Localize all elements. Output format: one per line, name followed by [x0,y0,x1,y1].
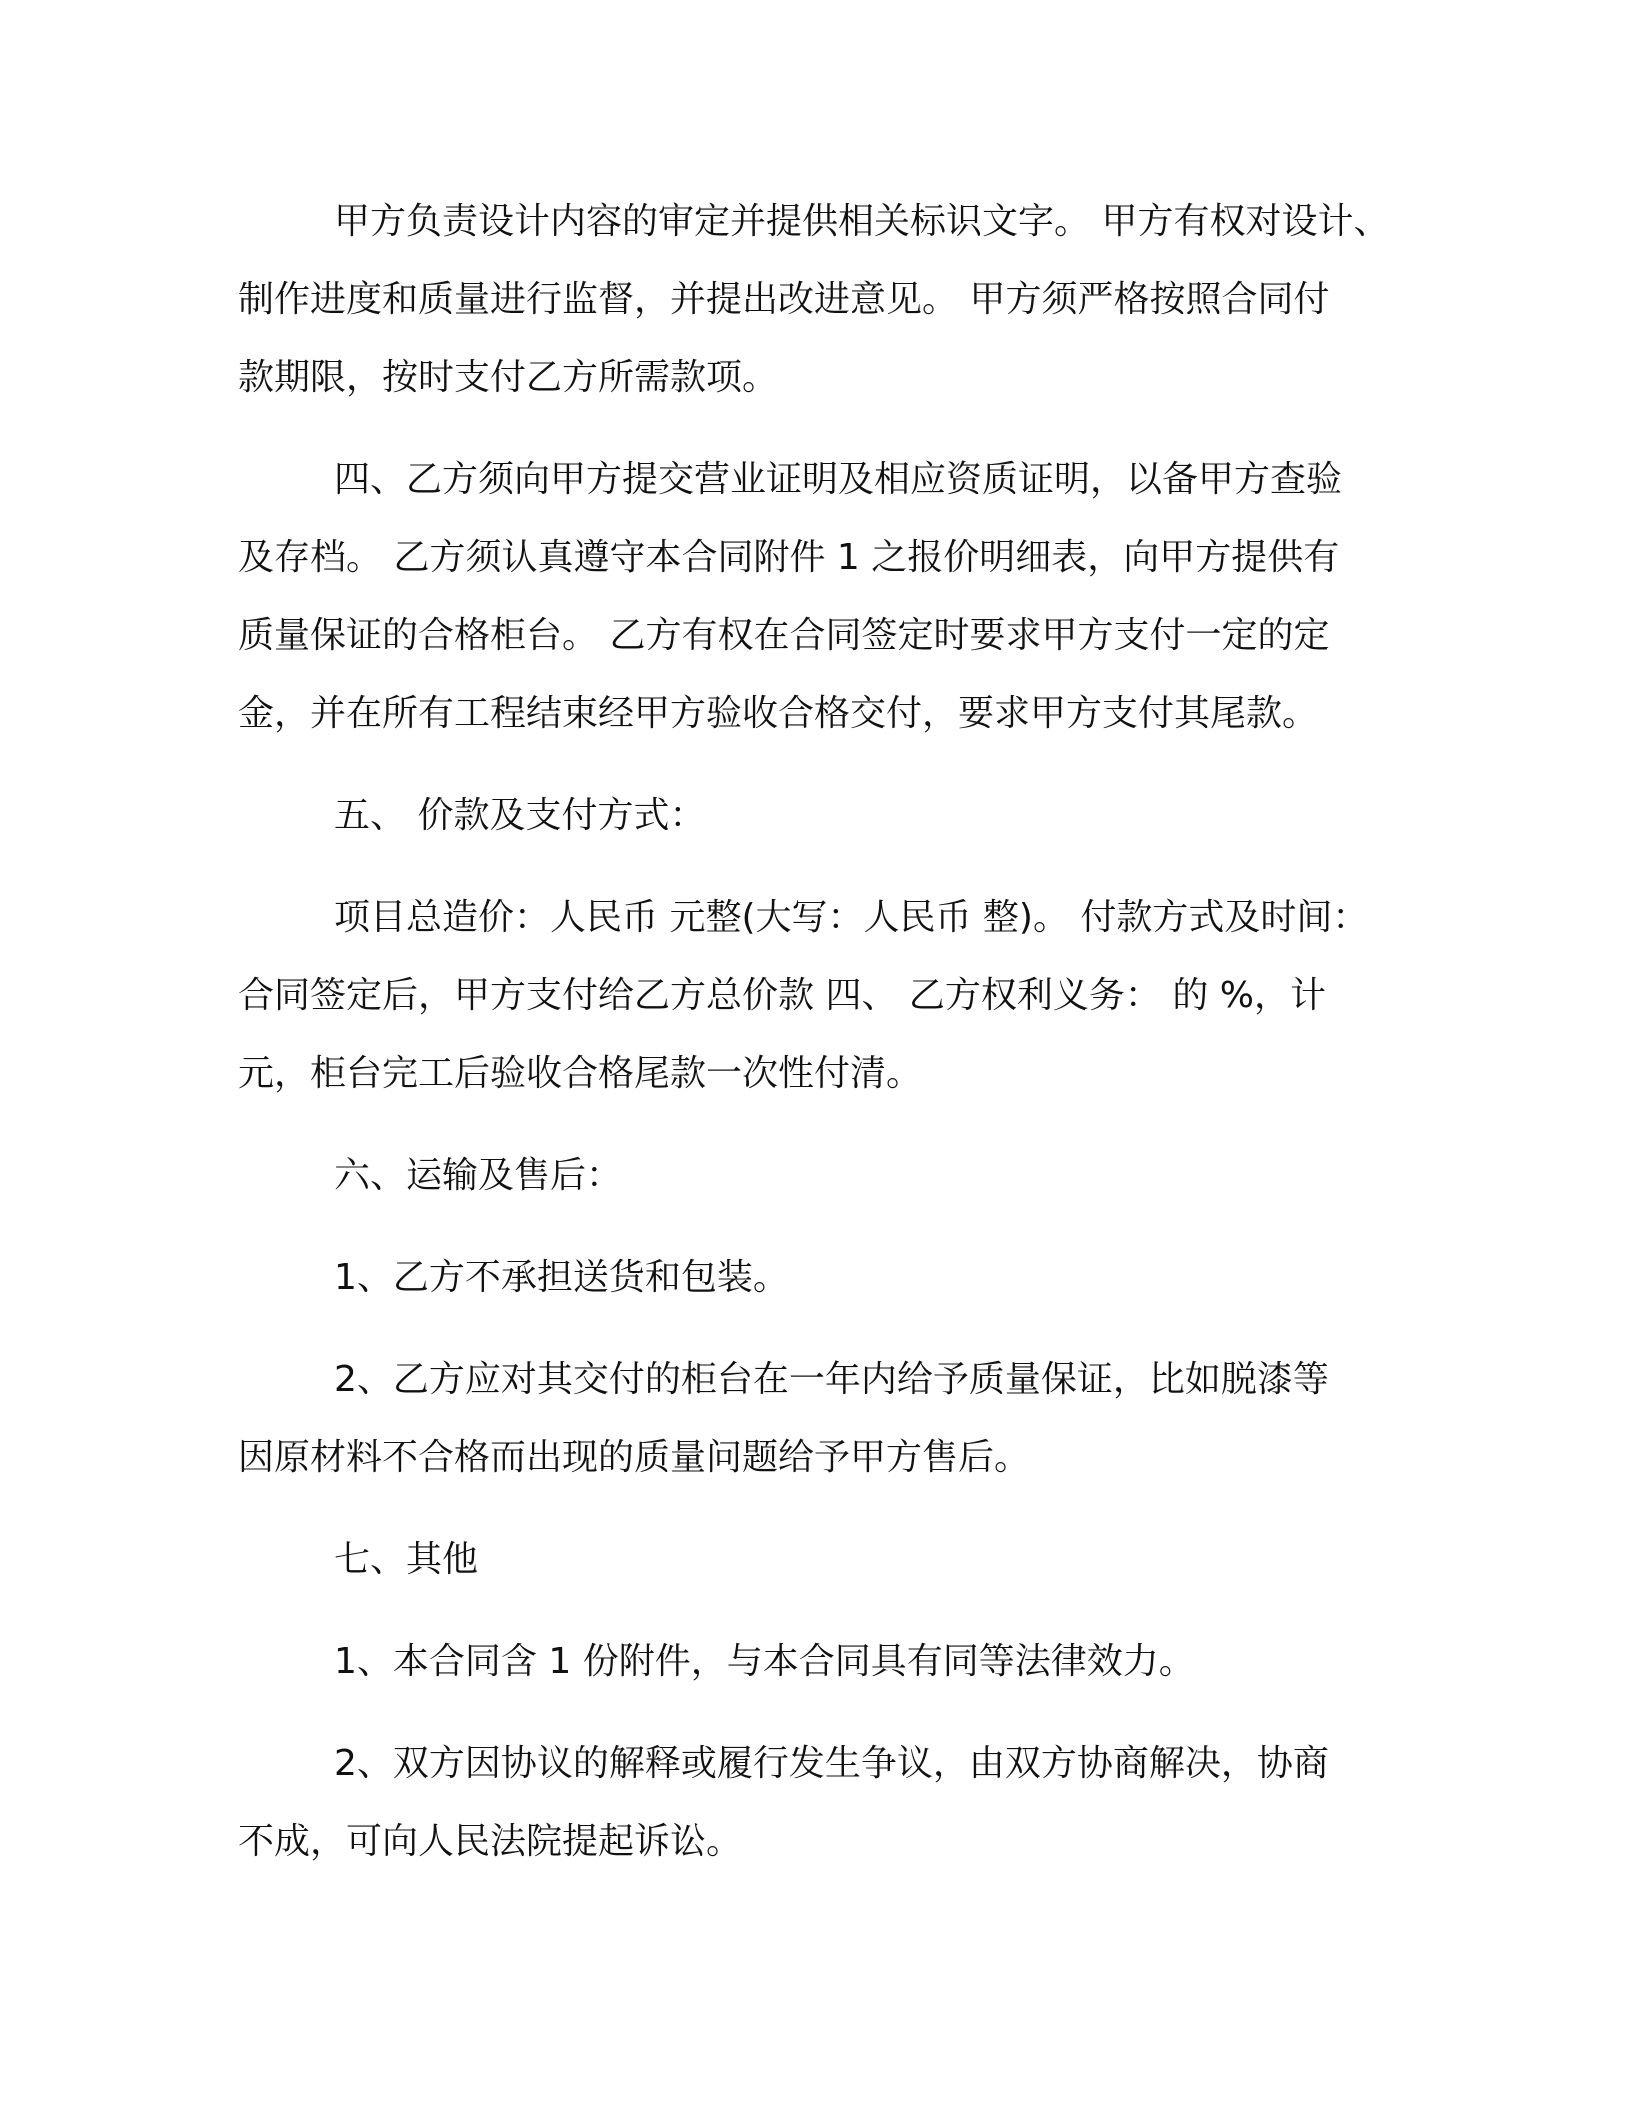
paragraph-section-7-item-2 [238,1725,1438,1881]
section-heading: 五、 价款及支付方式： [334,795,706,836]
text-line: 金，并在所有工程结束经甲方验收合格交付，要求甲方支付其尾款。 [238,693,1319,734]
text-line: 因原材料不合格而出现的质量问题给予甲方售后。 [238,1437,1031,1478]
text-line: 质量保证的合格柜台。 乙方有权在合同签定时要求甲方支付一定的定 [238,615,1330,656]
paragraph-section-6-item-2 [238,1341,1438,1497]
paragraph-party-a-duties [238,183,1438,417]
heading-section-5 [238,777,1438,855]
paragraph-section-6-item-1 [238,1239,1438,1317]
text-line: 2、乙方应对其交付的柜台在一年内给予质量保证，比如脱漆等 [334,1359,1329,1400]
section-heading: 六、运输及售后： [334,1155,623,1196]
text-line: 款期限，按时支付乙方所需款项。 [238,357,779,398]
text-line: 1、乙方不承担送货和包装。 [334,1257,789,1298]
text-line: 制作进度和质量进行监督，并提出改进意见。 甲方须严格按照合同付 [238,279,1330,320]
text-line: 2、双方因协议的解释或履行发生争议，由双方协商解决，协商 [334,1743,1329,1784]
paragraph-payment [238,879,1438,1113]
paragraph-section-7-item-1 [238,1623,1438,1701]
text-line: 1、本合同含 1 份附件，与本合同具有同等法律效力。 [334,1641,1195,1682]
text-line: 甲方负责设计内容的审定并提供相关标识文字。 甲方有权对设计、 [334,201,1390,242]
paragraph-section-4 [238,441,1438,753]
text-line: 不成，可向人民法院提起诉讼。 [238,1821,743,1862]
section-heading: 七、其他 [334,1539,479,1580]
text-line: 四、乙方须向甲方提交营业证明及相应资质证明，以备甲方查验 [334,459,1343,500]
heading-section-6 [238,1137,1438,1215]
text-line: 项目总造价：人民币 元整(大写：人民币 整)。 付款方式及时间： [334,897,1369,938]
text-line: 及存档。 乙方须认真遵守本合同附件 1 之报价明细表，向甲方提供有 [238,537,1340,578]
heading-section-7 [238,1521,1438,1599]
text-line: 元，柜台完工后验收合格尾款一次性付清。 [238,1053,923,1094]
text-line: 合同签定后，甲方支付给乙方总价款 四、 乙方权利义务： 的 %，计 [238,975,1326,1016]
document-body [238,183,1438,1905]
